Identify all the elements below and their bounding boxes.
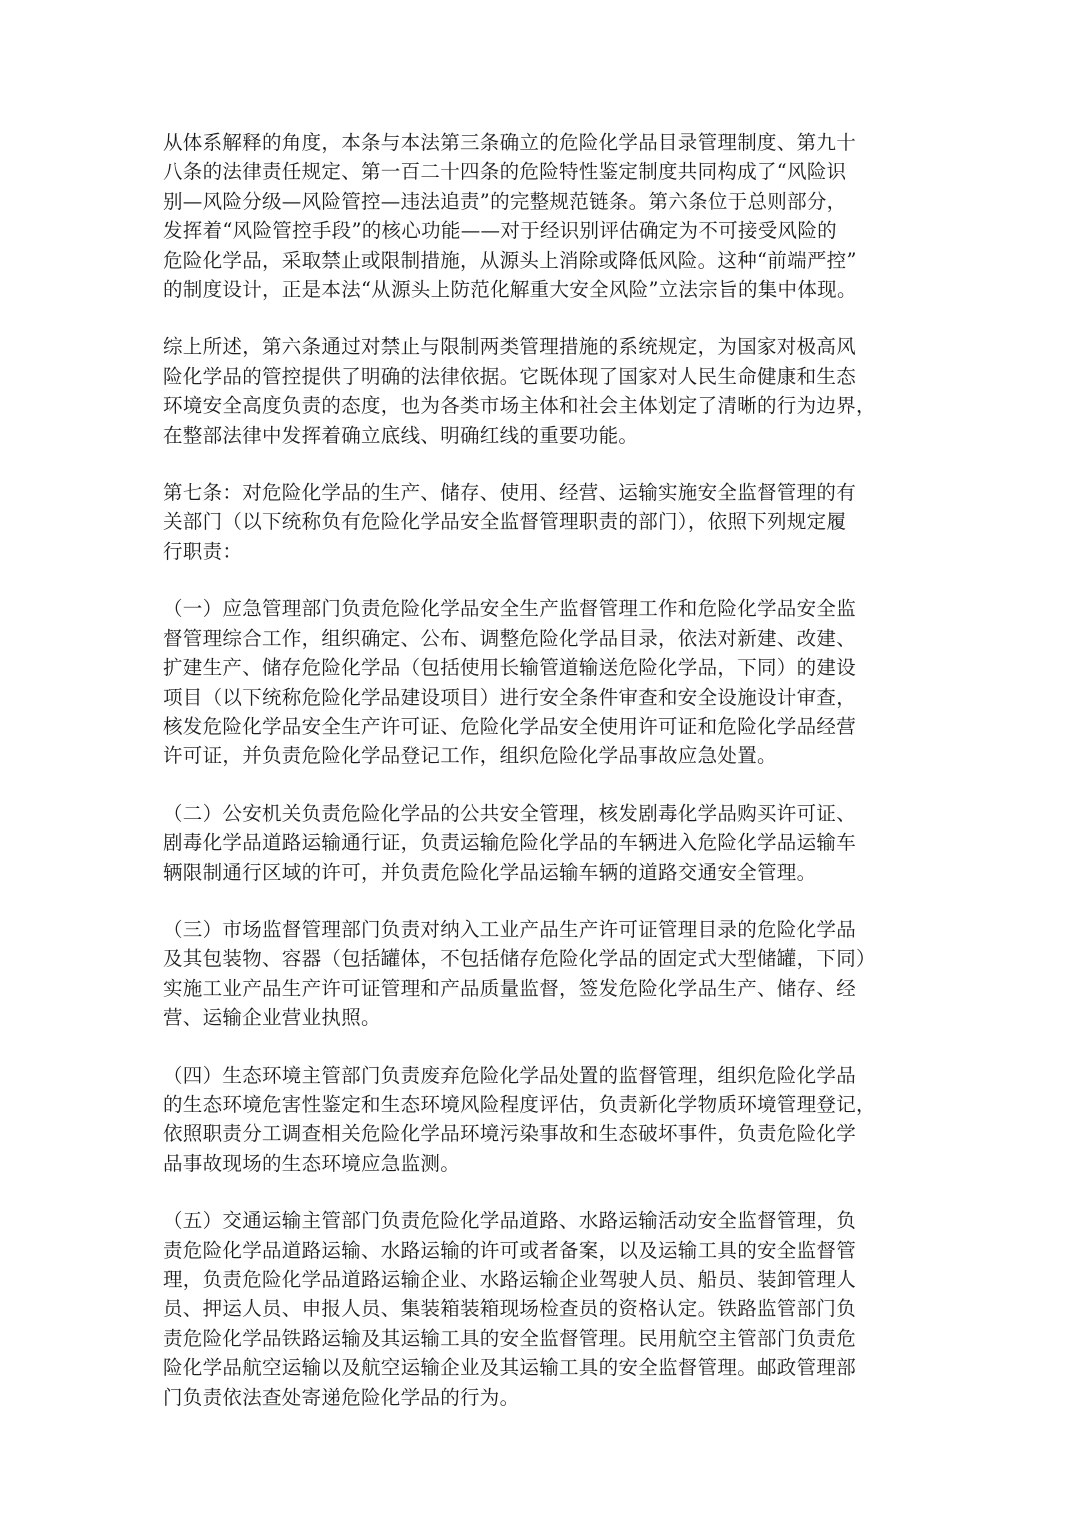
paragraph-article-7 xyxy=(163,478,923,566)
text-line: 第七条：对危险化学品的生产、储存、使用、经营、运输实施安全监督管理的有 xyxy=(163,481,857,505)
paragraph-system-interpretation xyxy=(163,128,923,304)
text-line: 员、押运人员、申报人员、集装箱装箱现场检查员的资格认定。铁路监管部门负 xyxy=(163,1297,857,1321)
text-line: 辆限制通行区域的许可，并负责危险化学品运输车辆的道路交通安全管理。 xyxy=(163,860,817,884)
text-line: 从体系解释的角度，本条与本法第三条确立的危险化学品目录管理制度、第九十 xyxy=(163,131,857,154)
text-line: 依照职责分工调查相关危险化学品环境污染事故和生态破坏事件，负责危险化学 xyxy=(163,1122,857,1146)
text-line: 综上所述，第六条通过对禁止与限制两类管理措施的系统规定，为国家对极高风 xyxy=(163,335,857,359)
text-line: （二）公安机关负责危险化学品的公共安全管理，核发剧毒化学品购买许可证、 xyxy=(163,801,857,825)
text-line: 理，负责危险化学品道路运输企业、水路运输企业驾驶人员、船员、装卸管理人 xyxy=(163,1268,857,1291)
text-line: 险化学品航空运输以及航空运输企业及其运输工具的安全监督管理。邮政管理部 xyxy=(163,1356,857,1380)
text-line: 督管理综合工作，组织确定、公布、调整危险化学品目录，依法对新建、改建、 xyxy=(163,626,857,650)
text-line: 的制度设计，正是本法“从源头上防范化解重大安全风险”立法宗旨的集中体现。 xyxy=(163,278,857,302)
text-line: （四）生态环境主管部门负责废弃危险化学品处置的监督管理，组织危险化学品 xyxy=(163,1063,857,1087)
paragraph-item-5 xyxy=(163,1206,923,1412)
text-line: 品事故现场的生态环境应急监测。 xyxy=(163,1151,461,1175)
text-line: 八条的法律责任规定、第一百二十四条的危险特性鉴定制度共同构成了“风险识 xyxy=(163,160,847,184)
text-line: 环境安全高度负责的态度，也为各类市场主体和社会主体划定了清晰的行为边界， xyxy=(163,394,876,418)
text-line: 门负责依法查处寄递危险化学品的行为。 xyxy=(163,1385,520,1409)
text-line: （三）市场监督管理部门负责对纳入工业产品生产许可证管理目录的危险化学品 xyxy=(163,917,857,941)
paragraph-summary xyxy=(163,332,923,450)
text-line: 关部门（以下统称负有危险化学品安全监督管理职责的部门），依照下列规定履 xyxy=(163,510,847,534)
text-line: 险化学品的管控提供了明确的法律依据。它既体现了国家对人民生命健康和生态 xyxy=(163,364,857,388)
paragraph-item-2 xyxy=(163,799,923,887)
text-line: 核发危险化学品安全生产许可证、危险化学品安全使用许可证和危险化学品经营 xyxy=(163,714,857,738)
text-line: 责危险化学品道路运输、水路运输的许可或者备案，以及运输工具的安全监督管 xyxy=(163,1238,857,1262)
text-line: 责危险化学品铁路运输及其运输工具的安全监督管理。民用航空主管部门负责危 xyxy=(163,1326,857,1350)
text-line: 剧毒化学品道路运输通行证，负责运输危险化学品的车辆进入危险化学品运输车 xyxy=(163,831,857,855)
text-line: （五）交通运输主管部门负责危险化学品道路、水路运输活动安全监督管理，负 xyxy=(163,1209,857,1233)
text-line: 扩建生产、储存危险化学品（包括使用长输管道输送危险化学品，下同）的建设 xyxy=(163,656,857,680)
paragraph-item-1 xyxy=(163,594,923,770)
text-line: 许可证，并负责危险化学品登记工作，组织危险化学品事故应急处置。 xyxy=(163,744,777,768)
text-line: 危险化学品，采取禁止或限制措施，从源头上消除或降低风险。这种“前端严控” xyxy=(163,248,857,272)
paragraph-item-4 xyxy=(163,1061,923,1179)
text-line: （一）应急管理部门负责危险化学品安全生产监督管理工作和危险化学品安全监 xyxy=(163,597,857,621)
paragraph-item-3 xyxy=(163,915,923,1033)
text-line: 在整部法律中发挥着确立底线、明确红线的重要功能。 xyxy=(163,423,639,447)
text-line: 项目（以下统称危险化学品建设项目）进行安全条件审查和安全设施设计审查， xyxy=(163,685,857,709)
text-line: 营、运输企业营业执照。 xyxy=(163,1006,381,1030)
text-line: 实施工业产品生产许可证管理和产品质量监督，签发危险化学品生产、储存、经 xyxy=(163,976,857,1000)
text-line: 别—风险分级—风险管控—违法追责”的完整规范链条。第六条位于总则部分， xyxy=(163,189,847,213)
text-line: 发挥着“风险管控手段”的核心功能——对于经识别评估确定为不可接受风险的 xyxy=(163,219,837,243)
document-body xyxy=(163,128,923,1440)
text-line: 的生态环境危害性鉴定和生态环境风险程度评估，负责新化学物质环境管理登记， xyxy=(163,1092,876,1116)
text-line: 行职责： xyxy=(163,539,243,563)
text-line: 及其包装物、容器（包括罐体，不包括储存危险化学品的固定式大型储罐，下同） xyxy=(163,947,876,971)
